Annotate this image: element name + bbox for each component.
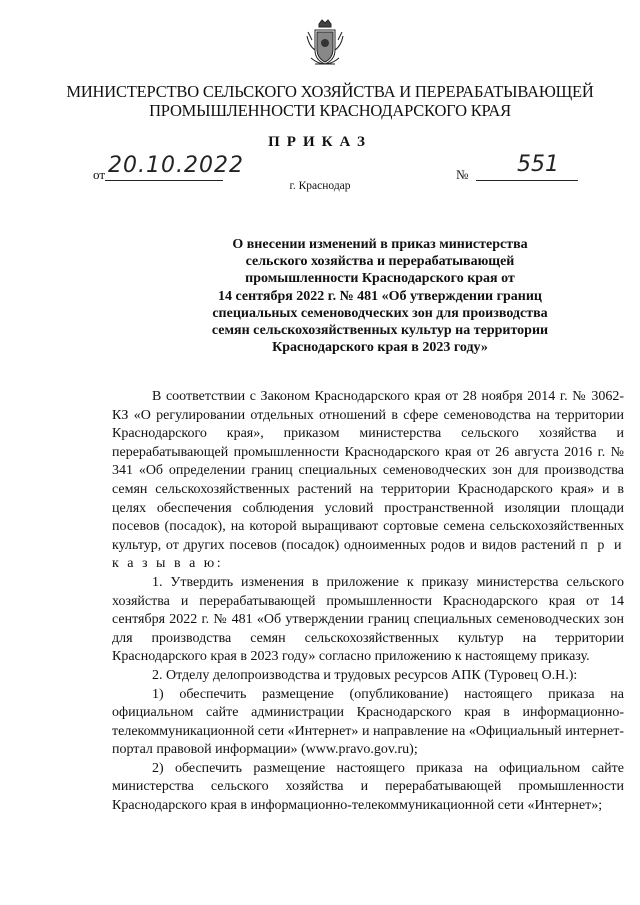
preamble-text: В соответствии с Законом Краснодарского края от 28 ноября 2014 г. № 3062-КЗ «О регулировании отдельных отношений в сфере семеноводства на территории Краснодарского края», приказом министерства сельского хозяйства и перерабатывающей промышленности Краснодарского края от 26 августа 2016 г. № 341 «Об определении границ специальных семеноводческих зон для производства семян сельскохозяйственных растений на территории Краснодарского края» и в целях обеспечения соблюдения условий пространственной изоляции площади посевов (посадок), на которой выращивают сортовые семена сельскохозяйственных культур, от других посевов (посадок) одноименных родов и видов растений — [112, 389, 624, 553]
order-subject — [170, 236, 590, 356]
subject-line: специальных семеноводческих зон для производства — [212, 305, 548, 321]
item-2-2-paragraph: 2) обеспечить размещение настоящего приказа на официальном сайте министерства сельского хозяйства и перерабатывающей промышленности Краснодарского края в информационно-телекоммуникационной сети «Интернет»; — [112, 760, 624, 814]
subject-line: Краснодарского края в 2023 году» — [272, 340, 488, 356]
subject-line: промышленности Краснодарского края от — [245, 271, 515, 287]
ministry-name — [60, 82, 600, 120]
order-city: г. Краснодар — [289, 180, 351, 192]
subject-line: сельского хозяйства и перерабатывающей — [245, 254, 515, 270]
krasnodar-coat-of-arms-icon — [305, 18, 345, 74]
item-1-paragraph: 1. Утвердить изменения в приложение к приказу министерства сельского хозяйства и перерабатывающей промышленности Краснодарского края от 14 сентября 2022 г. № 481 «Об утверждении границ специальных семеноводческих зон для производства семян сельскохозяйственных культур на территории Краснодарского края в 2023 году» согласно приложению к настоящему приказу. — [112, 574, 624, 665]
order-number-label: № — [456, 167, 469, 182]
preamble-paragraph — [112, 388, 624, 574]
order-date: 20.10.2022 — [108, 153, 244, 178]
item-2-1-paragraph: 1) обеспечить размещение (опубликование) настоящего приказа на официальном сайте администрации Краснодарского края в информационно-телекоммуникационной сети «Интернет» и направление на «Официальный интернет-портал правовой информации» (www.pravo.gov.ru); — [112, 686, 624, 758]
order-title: ПРИКАЗ — [268, 134, 372, 150]
ministry-line-2: ПРОМЫШЛЕННОСТИ КРАСНОДАРСКОГО КРАЯ — [149, 101, 511, 120]
subject-line: семян сельскохозяйственных культур на территории — [211, 323, 549, 339]
date-prefix-label: от — [93, 167, 106, 182]
order-body — [112, 388, 624, 816]
subject-line: 14 сентября 2022 г. № 481 «Об утверждении границ — [218, 288, 542, 304]
prikazyvayu-text: п р и к а з ы в а ю: — [112, 537, 625, 572]
subject-line: О внесении изменений в приказ министерства — [232, 237, 528, 252]
order-number: 551 — [517, 152, 559, 177]
item-2-paragraph: 2. Отделу делопроизводства и трудовых ресурсов АПК (Туровец О.Н.): — [152, 667, 578, 683]
ministry-line-1: МИНИСТЕРСТВО СЕЛЬСКОГО ХОЗЯЙСТВА И ПЕРЕРАБАТЫВАЮЩЕЙ — [66, 82, 594, 101]
